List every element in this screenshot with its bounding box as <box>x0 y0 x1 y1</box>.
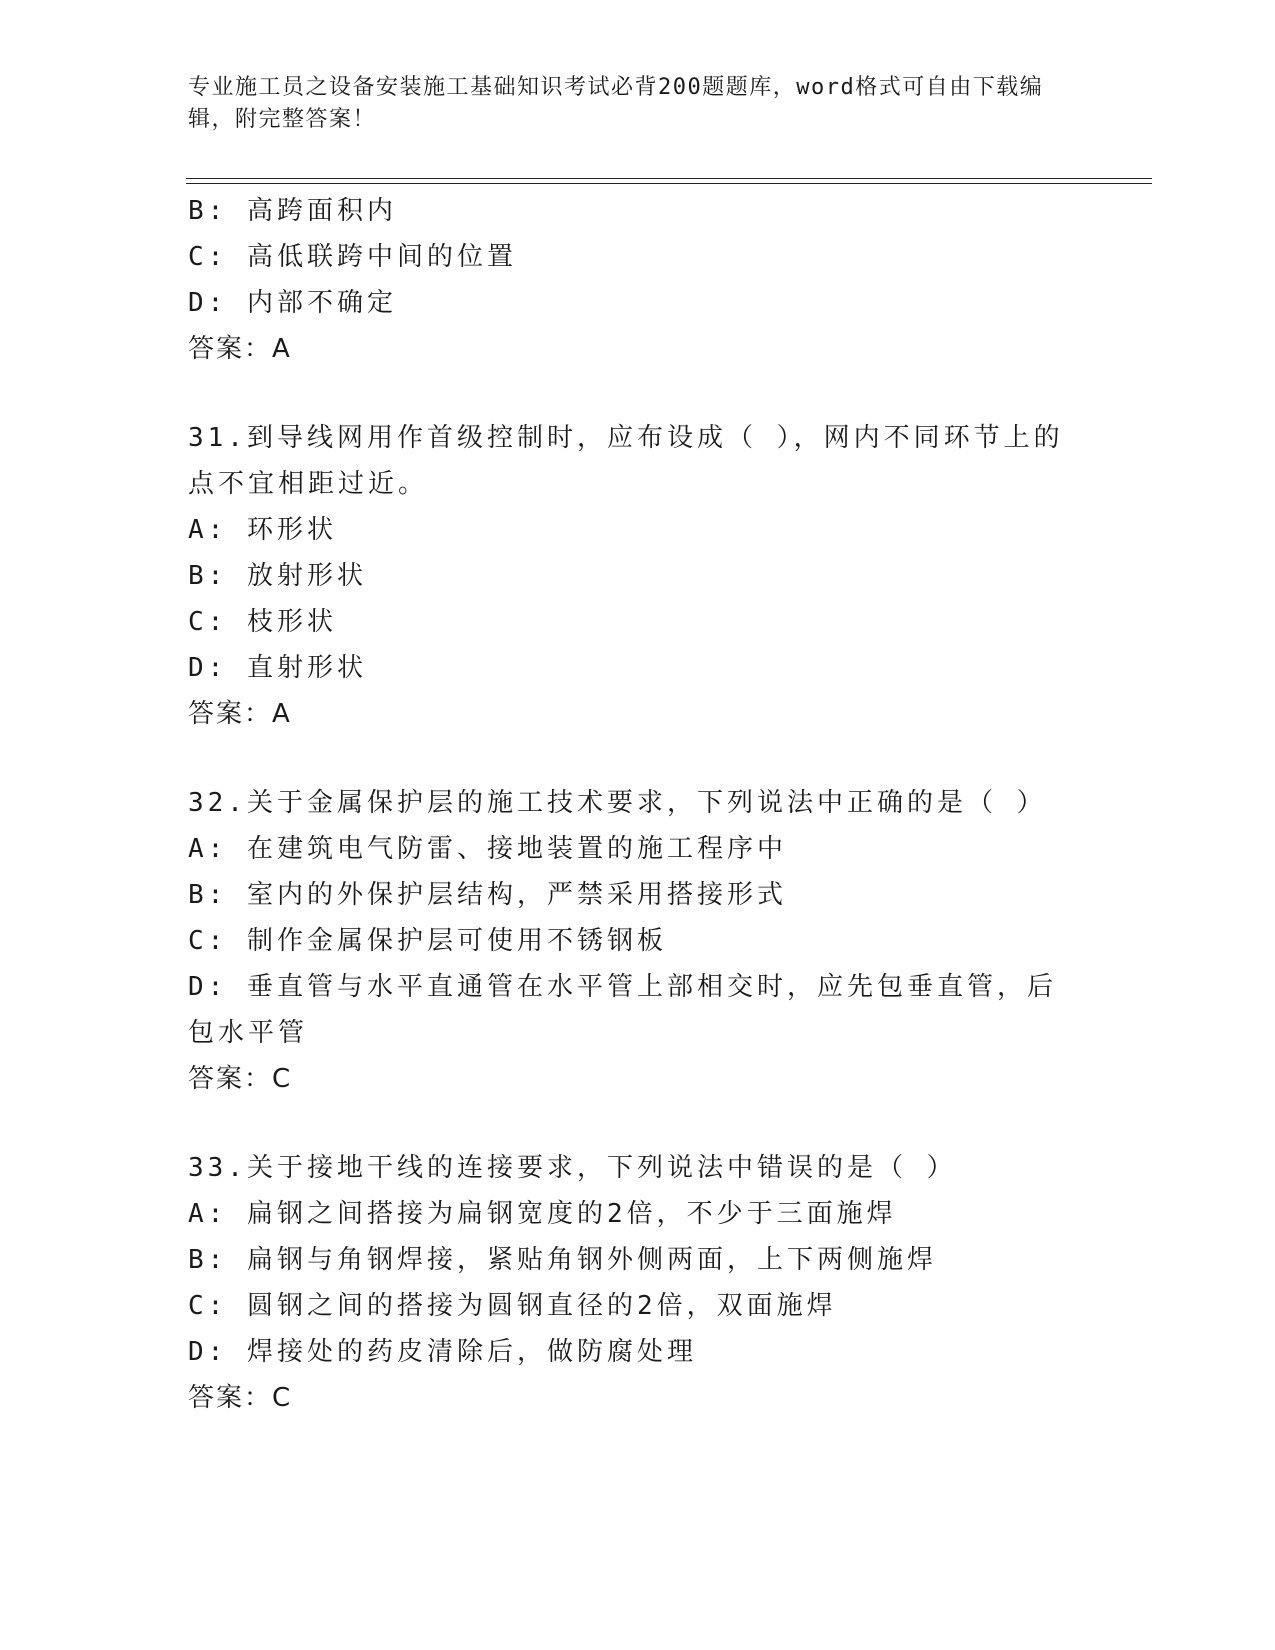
option-b: B: 高跨面积内 <box>188 196 397 226</box>
option-a: A: 在建筑电气防雷、接地装置的施工程序中 <box>188 834 787 864</box>
option-b: B: 扁钢与角钢焊接，紧贴角钢外侧两面，上下两侧施焊 <box>188 1245 937 1275</box>
option-a: A: 扁钢之间搭接为扁钢宽度的2倍，不少于三面施焊 <box>188 1199 897 1229</box>
answer: 答案：A <box>188 699 292 729</box>
option-c: C: 高低联跨中间的位置 <box>188 242 517 272</box>
question-32 <box>188 780 1068 1102</box>
option-c: C: 枝形状 <box>188 607 337 637</box>
option-d: D: 焊接处的药皮清除后，做防腐处理 <box>188 1337 697 1367</box>
document-body <box>188 188 1068 1421</box>
question-stem: 33.关于接地干线的连接要求，下列说法中错误的是（ ） <box>188 1153 957 1183</box>
option-d: D: 垂直管与水平直通管在水平管上部相交时，应先包垂直管，后包水平管 <box>188 972 1057 1048</box>
question-stem: 32.关于金属保护层的施工技术要求，下列说法中正确的是（ ） <box>188 788 1047 818</box>
option-d: D: 直射形状 <box>188 653 367 683</box>
option-d: D: 内部不确定 <box>188 288 397 318</box>
question-31 <box>188 415 1068 737</box>
option-a: A: 环形状 <box>188 515 337 545</box>
answer: 答案：A <box>188 334 292 364</box>
header-divider <box>186 178 1152 184</box>
document-header: 专业施工员之设备安装施工基础知识考试必背200题题库，word格式可自由下载编辑，附完整答案！ <box>188 75 1044 132</box>
option-b: B: 放射形状 <box>188 561 367 591</box>
option-c: C: 制作金属保护层可使用不锈钢板 <box>188 926 667 956</box>
question-stem: 31.到导线网用作首级控制时，应布设成（ ），网内不同环节上的点不宜相距过近。 <box>188 423 1064 499</box>
answer: 答案：C <box>188 1064 293 1094</box>
answer: 答案：C <box>188 1383 293 1413</box>
option-b: B: 室内的外保护层结构，严禁采用搭接形式 <box>188 880 787 910</box>
option-c: C: 圆钢之间的搭接为圆钢直径的2倍，双面施焊 <box>188 1291 837 1321</box>
question-30-continued <box>188 188 1068 372</box>
question-33 <box>188 1145 1068 1421</box>
